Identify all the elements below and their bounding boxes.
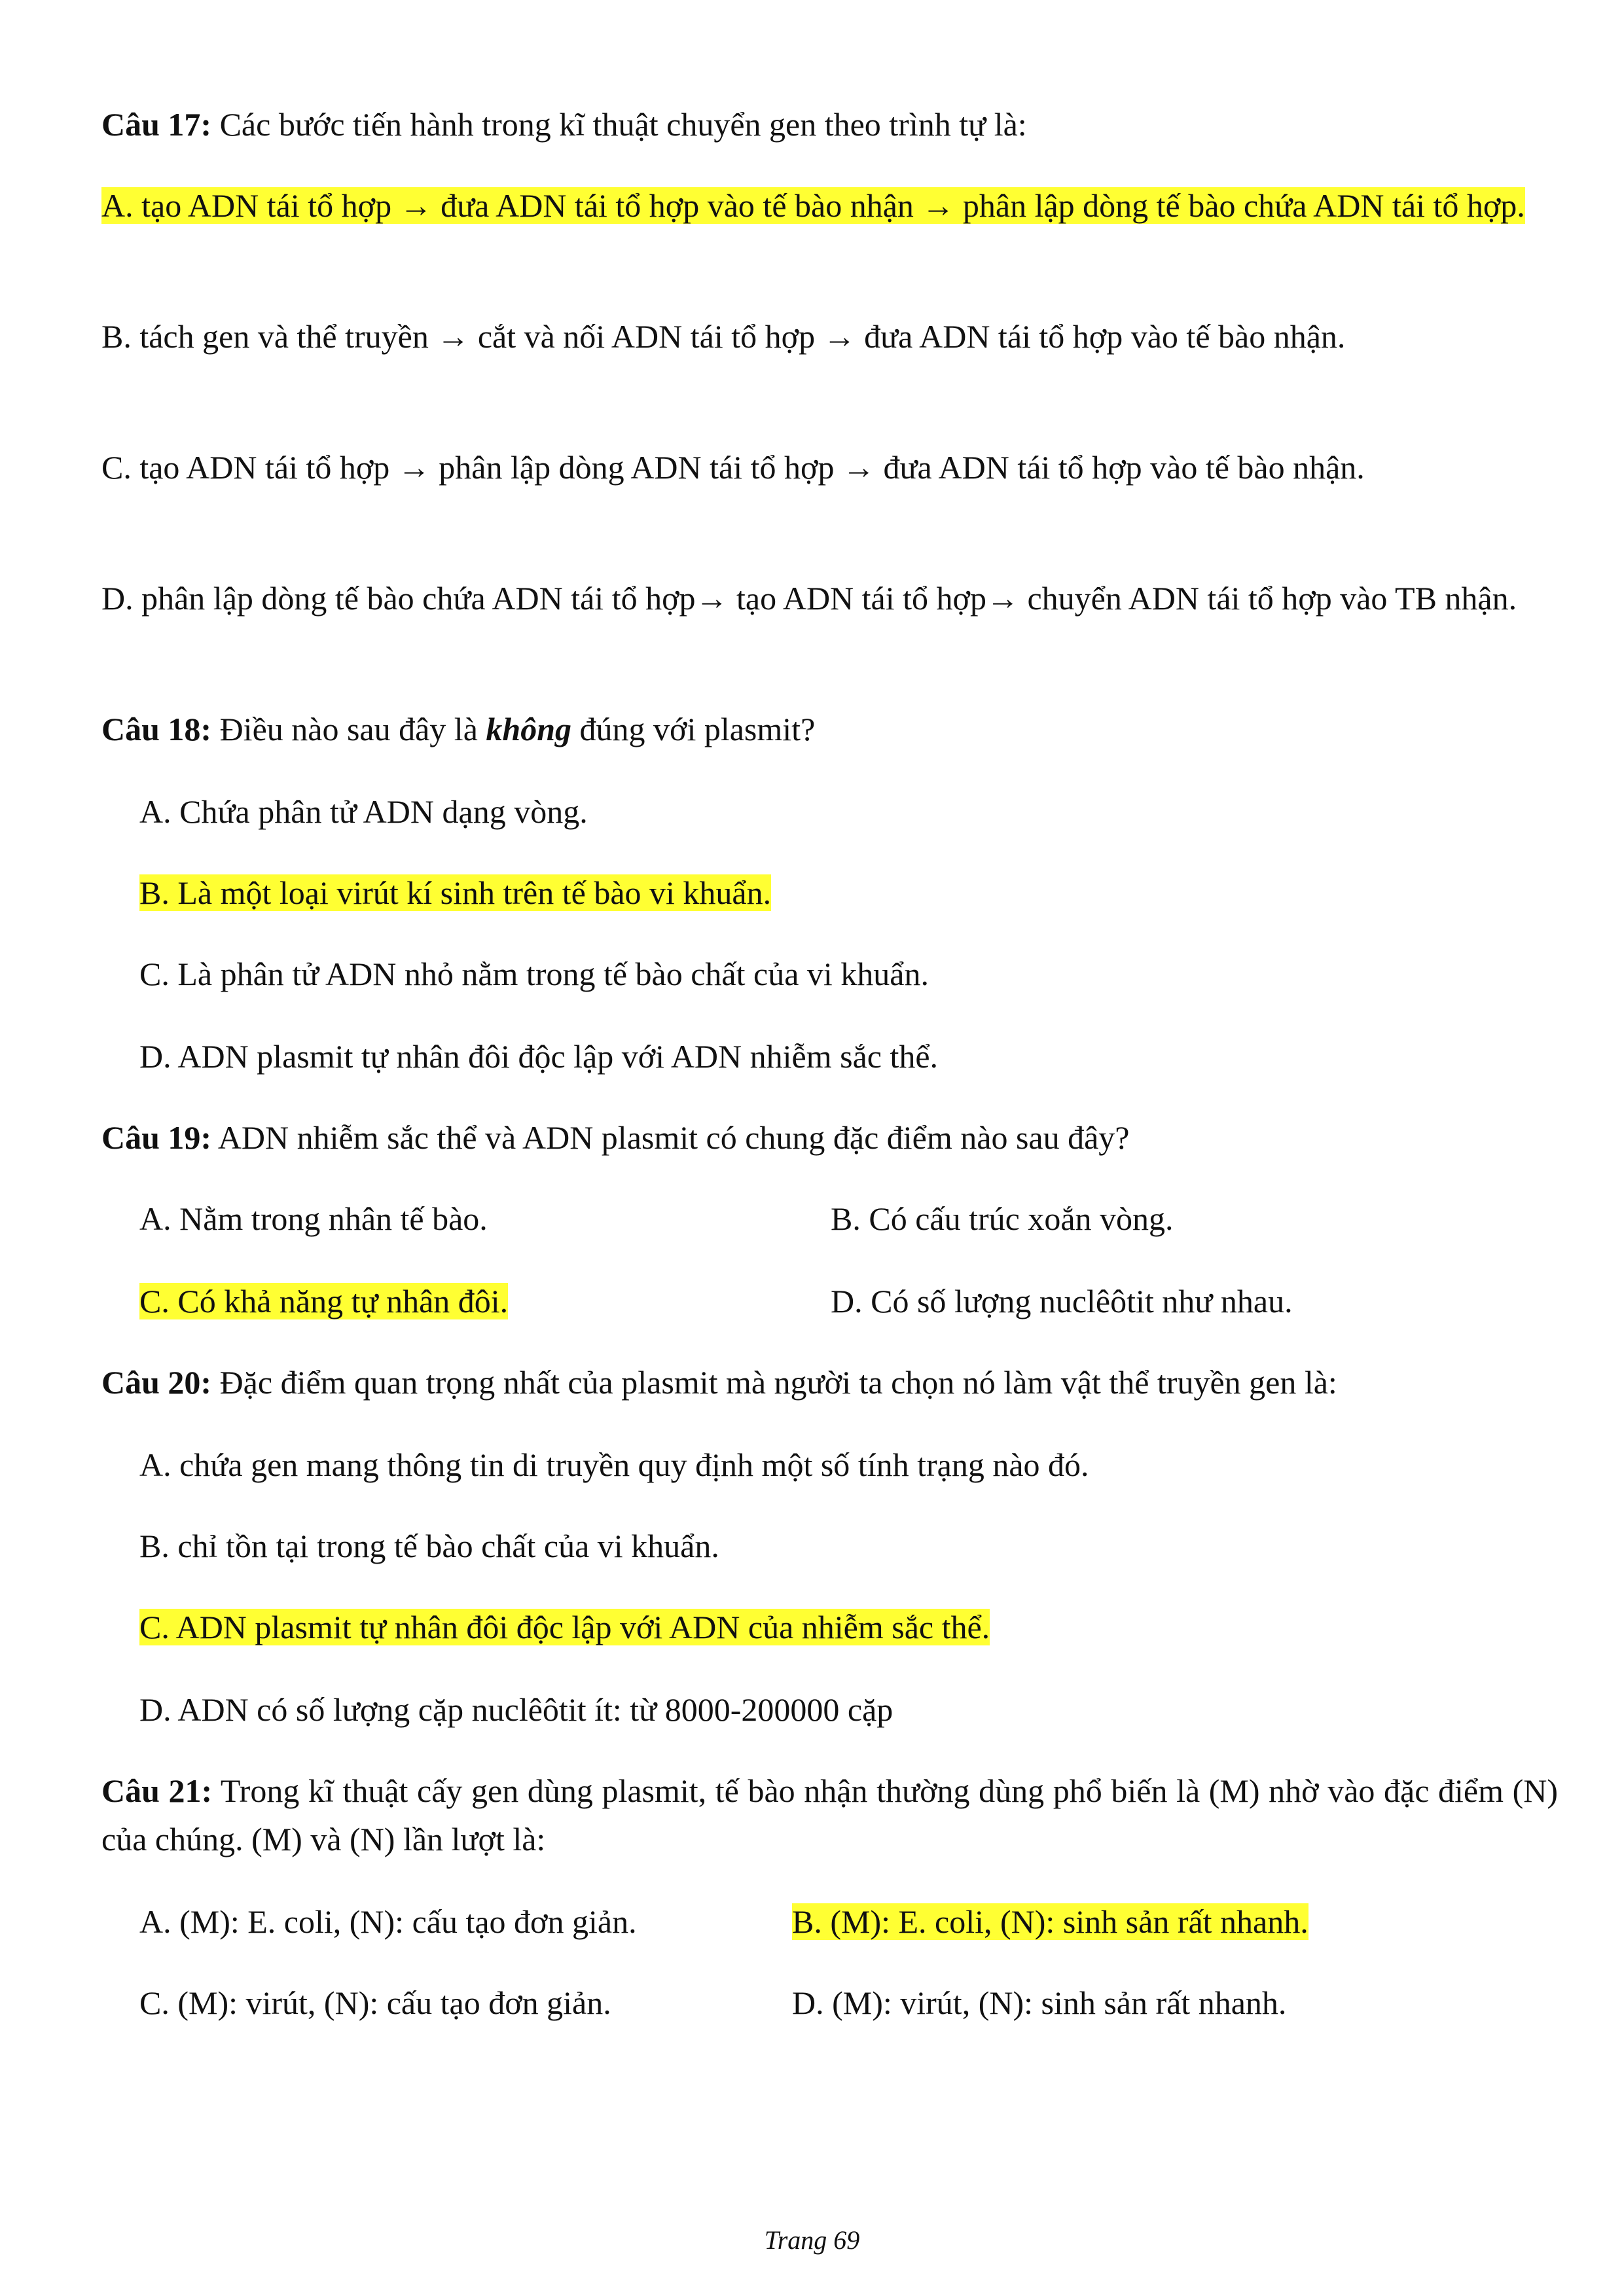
question-21-option-c: C. (M): virút, (N): cấu tạo đơn giản. xyxy=(139,1984,611,2021)
question-21-stem xyxy=(101,1767,1558,1863)
question-20-label: Câu 20: xyxy=(101,1364,212,1401)
question-20-option-b: B. chỉ tồn tại trong tế bào chất của vi khuẩn. xyxy=(139,1528,719,1564)
question-18-option-c: C. Là phân tử ADN nhỏ nằm trong tế bào chất của vi khuẩn. xyxy=(139,956,929,992)
question-19-label: Câu 19: xyxy=(101,1119,212,1156)
question-18-option-b xyxy=(139,869,771,917)
question-17-option-c xyxy=(101,443,1558,492)
question-21-option-d: D. (M): virút, (N): sinh sản rất nhanh. xyxy=(792,1984,1287,2021)
question-17-option-d-text: D. phân lập dòng tế bào chứa ADN tái tổ hợp→ tạo ADN tái tổ hợp→ chuyển ADN tái tổ hợp vào TB nhận. xyxy=(101,580,1517,617)
question-20-option-d: D. ADN có số lượng cặp nuclêôtit ít: từ 8000-200000 cặp xyxy=(139,1691,893,1728)
question-20-option-a: A. chứa gen mang thông tin di truyền quy định một số tính trạng nào đó. xyxy=(139,1446,1089,1483)
question-17-option-b-text: B. tách gen và thể truyền → cắt và nối ADN tái tổ hợp → đưa ADN tái tổ hợp vào tế bào nhận. xyxy=(101,318,1346,355)
question-19-option-a: A. Nằm trong nhân tế bào. xyxy=(139,1200,488,1237)
question-21-label: Câu 21: xyxy=(101,1772,213,1809)
question-21-text: Trong kĩ thuật cấy gen dùng plasmit, tế bào nhận thường dùng phổ biến là (M) nhờ vào đặc điểm (N) của chúng. (M) và (N) lần lượt là: xyxy=(101,1772,1558,1857)
question-17-option-d xyxy=(101,574,1558,622)
question-17-text: Các bước tiến hành trong kĩ thuật chuyển gen theo trình tự là: xyxy=(211,106,1027,143)
question-17-option-c-text: C. tạo ADN tái tổ hợp → phân lập dòng ADN tái tổ hợp → đưa ADN tái tổ hợp vào tế bào nhận. xyxy=(101,449,1365,486)
question-20-stem xyxy=(101,1358,1558,1407)
question-19-option-d: D. Có số lượng nuclêôtit như nhau. xyxy=(831,1283,1293,1319)
question-19-option-c xyxy=(139,1277,508,1325)
question-18-emphasis: không xyxy=(486,711,572,747)
question-20-text: Đặc điểm quan trọng nhất của plasmit mà người ta chọn nó làm vật thể truyền gen là: xyxy=(211,1364,1337,1401)
question-21-option-b xyxy=(792,1897,1308,1946)
question-20-option-c xyxy=(139,1603,990,1651)
question-21-option-b-text: B. (M): E. coli, (N): sinh sản rất nhanh. xyxy=(792,1903,1308,1940)
question-17-option-a-text: A. tạo ADN tái tổ hợp → đưa ADN tái tổ hợp vào tế bào nhận → phân lập dòng tế bào chứa ADN tái tổ hợp. xyxy=(101,187,1525,224)
question-19-stem xyxy=(101,1113,1558,1162)
question-18-option-a: A. Chứa phân tử ADN dạng vòng. xyxy=(139,793,588,830)
question-18-text-pre: Điều nào sau đây là xyxy=(211,711,486,747)
question-19-option-b: B. Có cấu trúc xoắn vòng. xyxy=(831,1200,1174,1237)
question-17-stem xyxy=(101,100,1558,149)
page-number: Trang 69 xyxy=(764,2225,860,2255)
question-17-label: Câu 17: xyxy=(101,106,212,143)
question-18-label: Câu 18: xyxy=(101,711,212,747)
question-20-option-c-text: C. ADN plasmit tự nhân đôi độc lập với ADN của nhiễm sắc thể. xyxy=(139,1609,990,1645)
question-17-option-b xyxy=(101,312,1558,361)
question-19-text: ADN nhiễm sắc thể và ADN plasmit có chung đặc điểm nào sau đây? xyxy=(211,1119,1130,1156)
question-18-option-d: D. ADN plasmit tự nhân đôi độc lập với ADN nhiễm sắc thể. xyxy=(139,1038,939,1075)
question-19-option-c-text: C. Có khả năng tự nhân đôi. xyxy=(139,1283,509,1319)
question-18-option-b-text: B. Là một loại virút kí sinh trên tế bào vi khuẩn. xyxy=(139,874,772,911)
question-18-text-post: đúng với plasmit? xyxy=(571,711,816,747)
question-21-option-a: A. (M): E. coli, (N): cấu tạo đơn giản. xyxy=(139,1903,637,1940)
question-17-option-a xyxy=(101,181,1558,230)
question-18-stem xyxy=(101,705,1558,753)
